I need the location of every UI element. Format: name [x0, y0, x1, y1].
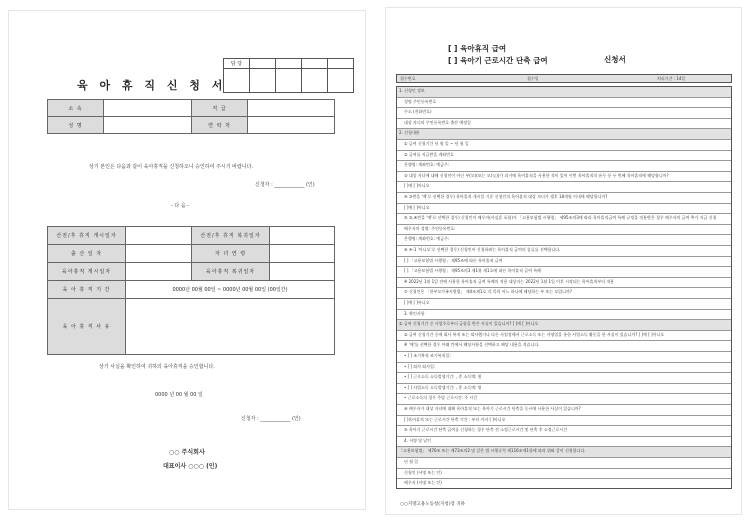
form-line-text: ④ 배우자가 대상 자녀에 대해 육아휴직 또는 육아기 근로시간 단축을 동시에 사용한 사실이 있습니까? — [404, 406, 581, 411]
form-line-text: 신청인 (서명 또는 인) — [404, 469, 442, 475]
form-line-text: [ ]육아휴직 또는 근로시간 단축 기간 : 부터 까지 [ ]아니오 — [404, 416, 506, 422]
child-age-label: 자 녀 연 령 — [192, 245, 270, 263]
leave-return-label: 육아휴직 복귀일자 — [192, 263, 270, 281]
recipient-footer: ○○지방고용노동청(지청)장 귀하 — [400, 502, 465, 507]
receipt-number-label: 접수번호 — [400, 76, 416, 81]
form-line-text: 배우자 (서명 또는 인) — [404, 480, 442, 486]
benefit-application-form — [385, 7, 742, 515]
applicant-signature: 신청자 : ____________ (인) — [255, 182, 315, 188]
receipt-date-label: 접수일 — [527, 76, 539, 81]
leave-period-value: 0000년 00월 00일 ~ 0000년 00월 00일 (00일간) — [126, 281, 335, 299]
section-heading: - 다 음 - — [171, 203, 190, 209]
details-table — [47, 226, 335, 355]
form-line-text: ④ ③번을 '예'로 선택한 경우) 육아휴직 개시일 기준 신청인의 육아휴직 대상 자녀가 생후 18개월 이내에 해당합니까? — [404, 194, 608, 199]
form-line-text: ⑤ 육아기 근로시간 단축 급여를 신청하는 경우 단축 전 소정근로시간 및 단축 후 소정근로시간 — [404, 427, 568, 433]
form-line-text: • [ ] 근로소득 소득발생기간: , 총 소득액: 원 — [404, 374, 482, 380]
ceo-name: 대표이사 ○○○ (인) — [163, 463, 218, 470]
position-label: 직 급 — [192, 100, 248, 117]
request-text: 상기 본인은 다음과 같이 육아휴직을 신청하오니 승인하여 주시기 바랍니다. — [89, 164, 254, 170]
confirmer-signature: 신청자 : ____________ (인) — [241, 416, 301, 422]
processing-period-label: 처리기간 : 14일 — [657, 76, 686, 81]
contact-label: 연 락 처 — [192, 117, 248, 134]
leave-reason-label: 육 아 휴 직 사 유 — [48, 299, 126, 355]
form-line-text: [ ] 「고용보험법 시행령」 제95조의3 제1항 제1호에 따른 육아휴직 급여 특례 — [404, 268, 542, 274]
applicant-table — [47, 99, 335, 134]
form-line-text: ③ 대상 자녀에 대해 신청인이 아닌 부(모)(또는 모(父))가 과거에 육아휴직을 사용한 적이 있어 이번 육아휴직의 유무 등 두 번째 육아휴직에 해당합니까? — [404, 172, 669, 178]
form-line-text: [ ] 「고용보험법 시행령」 제95조에 따른 육아휴직 급여 — [404, 257, 503, 263]
company-name: ○○ 주식회사 — [169, 449, 205, 456]
form-line-text: ⑦ 신청인은 「한부모가족지원법」 제4조제1호 각 목의 어느 하나에 해당하는 부 또는 모입니까? — [404, 289, 573, 295]
approval-box — [223, 58, 354, 93]
form-title-line2: [ ] 육아기 근로시간 단축 급여 — [448, 56, 548, 65]
form-line-text: [ ]예 [ ]아니오 — [404, 183, 430, 189]
form-line-text: 1. 신청인 정보 — [399, 88, 425, 93]
form-line-text: 년 월 일 — [404, 459, 419, 464]
form-line-text: 성명 주민등록번호 — [404, 98, 437, 104]
form-border — [396, 86, 732, 489]
form-title-line1: [ ] 육아휴직 급여 — [448, 44, 507, 53]
form-line-text: 은행명: 계좌번호: 예금주: — [404, 162, 450, 168]
name-label: 성 명 — [48, 117, 104, 134]
leave-start-label: 육아휴직 개시일자 — [48, 263, 126, 281]
form-title: 육 아 휴 직 신 청 서 — [77, 79, 227, 92]
form-line-text: ② 급여 신청기간 중에 회사 복직 또는 퇴사했거나 다른 사업장에서 근로소득 또는 자영업을 통한 사업소득 활동을 한 사실이 있습니까? [ ]예 [ ]아니오 — [404, 331, 665, 337]
form-line-text: ② 급여를 지급받을 계좌번호 — [404, 151, 454, 157]
affiliation-label: 소 속 — [48, 100, 104, 117]
form-title-suffix: 신청서 — [604, 55, 626, 64]
date-text: 0000 년 00 월 00 일 — [155, 392, 203, 398]
form-line-text: [ ]예 [ ]아니오 — [404, 300, 430, 305]
form-line-text: ① 급여 신청기간 중 사업주로부터 금품을 받은 사실이 있습니까? [ ]예 [ ]아니오 — [399, 321, 539, 327]
birth-leave-return-label: 산전/후 휴직 복귀일자 — [192, 227, 270, 245]
form-line-text: 2. 신청내용 — [399, 130, 420, 136]
form-line-text: • [ ] 조기복직 조기복직일: — [404, 353, 451, 358]
form-line-text: • [ ] 퇴사 퇴사일: — [404, 363, 436, 369]
form-line-text: 「고용보험법」 제70조 또는 제73조의2 및 같은 법 시행규칙 제116조제1항에 따라 위와 같이 신청합니다. — [399, 448, 586, 454]
approval-label: 담 당 — [224, 59, 250, 69]
form-line-text: [ ]예 [ ]아니오 — [404, 204, 430, 210]
form-line-text: 은행명: 계좌번호: 예금주: — [404, 236, 450, 242]
birth-leave-start-label: 산전/후 휴직 개시일자 — [48, 227, 126, 245]
birth-date-label: 출 산 일 자 — [48, 245, 126, 263]
form-line-text: 4. 서명 및 날인 — [404, 437, 431, 443]
form-line-text: • [ ] 사업소득 소득발생기간: , 총 소득액: 원 — [404, 384, 482, 390]
approval-text: 상기 사실을 확인하여 귀하의 육아휴직을 승인합니다. — [99, 364, 215, 370]
leave-application-form — [8, 10, 366, 510]
form-line-text: 대상 자녀의 주민등록번호 출산 예정일 — [404, 119, 471, 125]
form-line-text: ⑥ ④-1 '아니오'로 선택한 경우) 신청인이 신청하려는 육아휴직 급여의 종류를 선택합니다. — [404, 247, 561, 252]
leave-period-label: 육 아 휴 직 기 간 — [48, 281, 126, 299]
form-line-text: • 근로소득의 경우 주당 근로시간: 주 시간 — [404, 395, 478, 401]
form-line-text: 배우자의 성명: 주민등록번호: — [404, 225, 456, 231]
form-line-text: 3. 확인사항 — [404, 310, 425, 316]
header-row — [396, 74, 732, 83]
form-line-text: ① 급여 신청기간 년 월 일 ~ 년 월 일 — [404, 141, 469, 146]
form-line-text: 주소 (전화번호) — [404, 109, 432, 115]
form-line-text: ※ 2022년 1월 1일 전에 사용한 육아휴직 급여 특례의 적용 대상자는 2022년 1월 1일 이후 시작되는 육아휴직부터 적용 — [404, 278, 615, 284]
form-line-text: ※ '예'를 선택한 경우 아래 칸에서 해당사항을 선택하고 해당 내용을 적습니다. — [404, 342, 540, 348]
form-line-text: ⑤ ③,④번을 '예'로 선택한 경우) 신청인이 배우자(사실혼 포함)가 「고용보험법 시행령」 제95조의3에 따라 육아휴직급여 특례 규정을 적용받은 경우 배우자의 급여 추가 지급 신청 — [404, 215, 717, 221]
